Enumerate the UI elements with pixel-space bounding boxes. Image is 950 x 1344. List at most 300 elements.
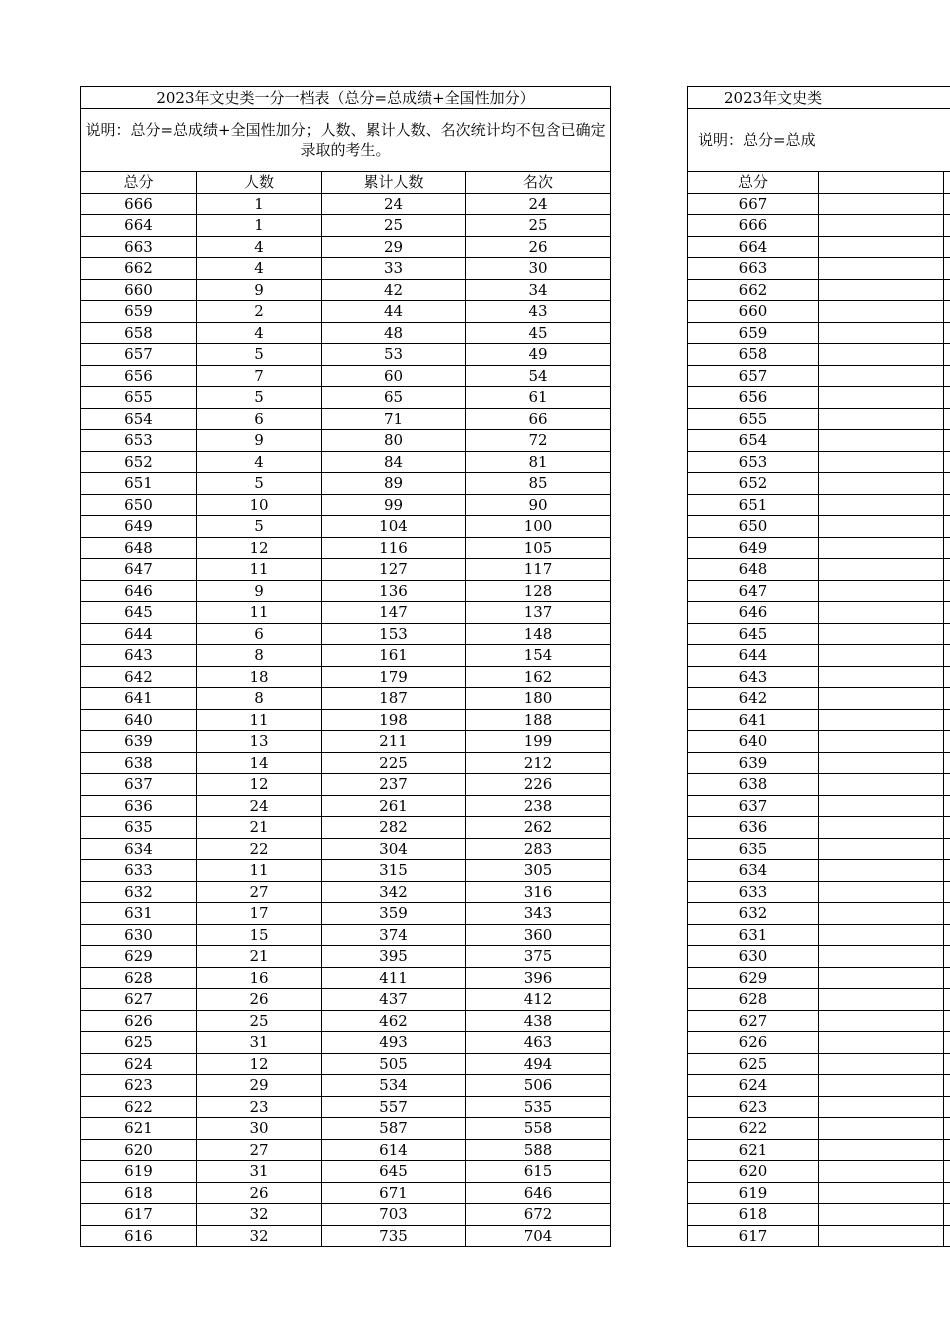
- cell-score: 656: [688, 387, 819, 409]
- cell-hidden: [944, 580, 950, 602]
- table-row: [81, 236, 611, 258]
- cell-hidden: [944, 1204, 950, 1226]
- cell-count: 32: [197, 1225, 322, 1247]
- cell-hidden: [819, 838, 944, 860]
- cell-cumulative: 44: [322, 301, 466, 323]
- cell-cumulative: 198: [322, 709, 466, 731]
- cell-rank: 199: [466, 731, 611, 753]
- column-header-score: 总分: [688, 172, 819, 194]
- cell-count: 4: [197, 451, 322, 473]
- cell-score: 643: [688, 666, 819, 688]
- cell-score: 637: [688, 795, 819, 817]
- cell-score: 653: [81, 430, 197, 452]
- cell-hidden: [944, 946, 950, 968]
- cell-count: 29: [197, 1075, 322, 1097]
- cell-hidden: [944, 1075, 950, 1097]
- cell-rank: 646: [466, 1182, 611, 1204]
- cell-rank: 238: [466, 795, 611, 817]
- cell-cumulative: 614: [322, 1139, 466, 1161]
- cell-rank: 375: [466, 946, 611, 968]
- cell-score: 627: [688, 1010, 819, 1032]
- cell-hidden: [819, 322, 944, 344]
- table-row: [688, 903, 950, 925]
- cell-hidden: [944, 537, 950, 559]
- cell-rank: 105: [466, 537, 611, 559]
- cell-score: 631: [688, 924, 819, 946]
- cell-score: 666: [688, 215, 819, 237]
- cell-cumulative: 395: [322, 946, 466, 968]
- cell-cumulative: 261: [322, 795, 466, 817]
- cell-hidden: [819, 817, 944, 839]
- cell-cumulative: 735: [322, 1225, 466, 1247]
- cell-score: 637: [81, 774, 197, 796]
- table-row: [81, 1032, 611, 1054]
- cell-hidden: [944, 709, 950, 731]
- cell-score: 622: [81, 1096, 197, 1118]
- cell-count: 6: [197, 408, 322, 430]
- cell-count: 11: [197, 559, 322, 581]
- cell-hidden: [944, 387, 950, 409]
- table-row: [688, 408, 950, 430]
- cell-rank: 316: [466, 881, 611, 903]
- cell-cumulative: 33: [322, 258, 466, 280]
- cell-hidden: [944, 1053, 950, 1075]
- cell-hidden: [819, 344, 944, 366]
- cell-count: 5: [197, 387, 322, 409]
- cell-count: 9: [197, 279, 322, 301]
- cell-count: 11: [197, 709, 322, 731]
- cell-cumulative: 29: [322, 236, 466, 258]
- cell-hidden: [819, 451, 944, 473]
- table-row: [688, 580, 950, 602]
- cell-hidden: [944, 236, 950, 258]
- cell-cumulative: 84: [322, 451, 466, 473]
- cell-count: 30: [197, 1118, 322, 1140]
- cell-score: 645: [81, 602, 197, 624]
- cell-count: 25: [197, 1010, 322, 1032]
- cell-cumulative: 65: [322, 387, 466, 409]
- table-note: 说明：总分=总成: [688, 109, 950, 172]
- cell-hidden: [944, 838, 950, 860]
- cell-score: 646: [81, 580, 197, 602]
- table-row: [688, 559, 950, 581]
- cell-hidden: [819, 258, 944, 280]
- cell-hidden: [819, 430, 944, 452]
- cell-hidden: [819, 494, 944, 516]
- table-header-row: [81, 172, 611, 194]
- cell-score: 628: [688, 989, 819, 1011]
- cell-count: 26: [197, 989, 322, 1011]
- table-row: [688, 602, 950, 624]
- cell-cumulative: 462: [322, 1010, 466, 1032]
- table-row: [81, 473, 611, 495]
- table-row: [81, 774, 611, 796]
- cell-count: 8: [197, 688, 322, 710]
- cell-hidden: [819, 301, 944, 323]
- cell-hidden: [819, 516, 944, 538]
- cell-rank: 343: [466, 903, 611, 925]
- table-row: [81, 752, 611, 774]
- cell-score: 643: [81, 645, 197, 667]
- table-row: [688, 451, 950, 473]
- cell-score: 655: [81, 387, 197, 409]
- cell-rank: 305: [466, 860, 611, 882]
- cell-hidden: [819, 1182, 944, 1204]
- cell-score: 657: [688, 365, 819, 387]
- cell-score: 626: [81, 1010, 197, 1032]
- table-row: [688, 1182, 950, 1204]
- cell-count: 13: [197, 731, 322, 753]
- table-row: [688, 1075, 950, 1097]
- cell-hidden: [944, 666, 950, 688]
- cell-score: 635: [81, 817, 197, 839]
- cell-count: 12: [197, 537, 322, 559]
- cell-score: 654: [688, 430, 819, 452]
- cell-count: 31: [197, 1161, 322, 1183]
- cell-hidden: [944, 1161, 950, 1183]
- cell-count: 16: [197, 967, 322, 989]
- cell-count: 5: [197, 473, 322, 495]
- table-note-row: [688, 109, 950, 172]
- cell-hidden: [944, 408, 950, 430]
- table-row: [81, 322, 611, 344]
- cell-hidden: [944, 903, 950, 925]
- cell-count: 11: [197, 860, 322, 882]
- cell-rank: 34: [466, 279, 611, 301]
- cell-score: 660: [688, 301, 819, 323]
- table-row: [688, 387, 950, 409]
- cell-hidden: [819, 602, 944, 624]
- table-row: [688, 365, 950, 387]
- cell-cumulative: 534: [322, 1075, 466, 1097]
- table-row: [688, 193, 950, 215]
- cell-score: 654: [81, 408, 197, 430]
- cell-score: 633: [688, 881, 819, 903]
- cell-count: 24: [197, 795, 322, 817]
- cell-score: 647: [688, 580, 819, 602]
- cell-hidden: [819, 645, 944, 667]
- cell-cumulative: 187: [322, 688, 466, 710]
- cell-hidden: [819, 1139, 944, 1161]
- cell-cumulative: 161: [322, 645, 466, 667]
- table-row: [81, 903, 611, 925]
- cell-hidden: [944, 623, 950, 645]
- table-row: [688, 1225, 950, 1247]
- cell-score: 649: [688, 537, 819, 559]
- cell-score: 634: [688, 860, 819, 882]
- cell-hidden: [819, 795, 944, 817]
- cell-hidden: [819, 1118, 944, 1140]
- table-row: [81, 1075, 611, 1097]
- cell-hidden: [944, 430, 950, 452]
- table-row: [81, 1182, 611, 1204]
- table-row: [81, 1161, 611, 1183]
- cell-count: 22: [197, 838, 322, 860]
- table-row: [81, 387, 611, 409]
- cell-rank: 672: [466, 1204, 611, 1226]
- cell-score: 636: [81, 795, 197, 817]
- cell-score: 617: [81, 1204, 197, 1226]
- table-row: [81, 602, 611, 624]
- cell-hidden: [819, 559, 944, 581]
- table-row: [688, 1139, 950, 1161]
- cell-score: 624: [81, 1053, 197, 1075]
- score-table-right-clipped: [687, 86, 950, 1286]
- table-row: [688, 301, 950, 323]
- table-row: [81, 1010, 611, 1032]
- table-row: [688, 1032, 950, 1054]
- cell-cumulative: 89: [322, 473, 466, 495]
- cell-hidden: [944, 1010, 950, 1032]
- cell-score: 639: [81, 731, 197, 753]
- cell-hidden: [944, 494, 950, 516]
- cell-count: 15: [197, 924, 322, 946]
- cell-cumulative: 136: [322, 580, 466, 602]
- cell-hidden: [944, 967, 950, 989]
- cell-score: 628: [81, 967, 197, 989]
- table-note-row: [81, 109, 611, 172]
- cell-rank: 45: [466, 322, 611, 344]
- table-row: [688, 516, 950, 538]
- cell-rank: 188: [466, 709, 611, 731]
- score-table-right: [687, 86, 950, 1247]
- cell-score: 664: [81, 215, 197, 237]
- cell-cumulative: 53: [322, 344, 466, 366]
- cell-score: 660: [81, 279, 197, 301]
- cell-score: 650: [688, 516, 819, 538]
- cell-cumulative: 225: [322, 752, 466, 774]
- table-row: [81, 258, 611, 280]
- cell-score: 648: [688, 559, 819, 581]
- table-row: [688, 279, 950, 301]
- cell-rank: 463: [466, 1032, 611, 1054]
- cell-score: 624: [688, 1075, 819, 1097]
- cell-hidden: [944, 215, 950, 237]
- cell-rank: 66: [466, 408, 611, 430]
- cell-hidden: [819, 731, 944, 753]
- table-row: [81, 989, 611, 1011]
- cell-hidden: [944, 1182, 950, 1204]
- cell-hidden: [819, 774, 944, 796]
- cell-hidden: [944, 344, 950, 366]
- cell-count: 8: [197, 645, 322, 667]
- column-header-cumulative: 累计人数: [322, 172, 466, 194]
- cell-rank: 24: [466, 193, 611, 215]
- cell-score: 620: [81, 1139, 197, 1161]
- table-row: [688, 258, 950, 280]
- cell-cumulative: 671: [322, 1182, 466, 1204]
- cell-score: 621: [81, 1118, 197, 1140]
- cell-hidden: [944, 365, 950, 387]
- cell-cumulative: 25: [322, 215, 466, 237]
- table-row: [81, 881, 611, 903]
- cell-cumulative: 211: [322, 731, 466, 753]
- cell-rank: 494: [466, 1053, 611, 1075]
- cell-rank: 506: [466, 1075, 611, 1097]
- table-row: [81, 279, 611, 301]
- score-table-left: [80, 86, 611, 1247]
- cell-hidden: [819, 408, 944, 430]
- table-row: [81, 516, 611, 538]
- cell-hidden: [944, 774, 950, 796]
- table-title-row: [688, 87, 950, 109]
- cell-hidden: [819, 1053, 944, 1075]
- cell-rank: 162: [466, 666, 611, 688]
- table-row: [688, 645, 950, 667]
- table-row: [688, 881, 950, 903]
- cell-score: 667: [688, 193, 819, 215]
- cell-cumulative: 359: [322, 903, 466, 925]
- cell-score: 627: [81, 989, 197, 1011]
- cell-cumulative: 304: [322, 838, 466, 860]
- cell-count: 11: [197, 602, 322, 624]
- table-row: [688, 430, 950, 452]
- cell-score: 666: [81, 193, 197, 215]
- cell-hidden: [944, 752, 950, 774]
- cell-rank: 43: [466, 301, 611, 323]
- cell-score: 656: [81, 365, 197, 387]
- table-row: [688, 666, 950, 688]
- cell-score: 639: [688, 752, 819, 774]
- cell-count: 1: [197, 193, 322, 215]
- cell-score: 659: [688, 322, 819, 344]
- table-row: [688, 774, 950, 796]
- cell-rank: 148: [466, 623, 611, 645]
- table-row: [688, 752, 950, 774]
- cell-count: 4: [197, 236, 322, 258]
- cell-score: 658: [81, 322, 197, 344]
- cell-count: 5: [197, 516, 322, 538]
- table-row: [81, 967, 611, 989]
- cell-rank: 180: [466, 688, 611, 710]
- cell-hidden: [944, 1096, 950, 1118]
- table-row: [688, 1118, 950, 1140]
- cell-count: 27: [197, 1139, 322, 1161]
- cell-hidden: [819, 688, 944, 710]
- cell-cumulative: 505: [322, 1053, 466, 1075]
- cell-count: 21: [197, 817, 322, 839]
- cell-cumulative: 282: [322, 817, 466, 839]
- table-row: [81, 494, 611, 516]
- cell-score: 623: [688, 1096, 819, 1118]
- cell-hidden: [944, 924, 950, 946]
- cell-hidden: [819, 215, 944, 237]
- cell-cumulative: 99: [322, 494, 466, 516]
- cell-score: 625: [81, 1032, 197, 1054]
- cell-cumulative: 42: [322, 279, 466, 301]
- table-row: [81, 860, 611, 882]
- cell-score: 647: [81, 559, 197, 581]
- cell-rank: 90: [466, 494, 611, 516]
- cell-hidden: [819, 1010, 944, 1032]
- cell-score: 658: [688, 344, 819, 366]
- cell-hidden: [944, 989, 950, 1011]
- table-row: [81, 645, 611, 667]
- table-row: [81, 1225, 611, 1247]
- cell-rank: 615: [466, 1161, 611, 1183]
- cell-score: 616: [81, 1225, 197, 1247]
- table-row: [688, 322, 950, 344]
- table-row: [81, 430, 611, 452]
- cell-score: 619: [81, 1161, 197, 1183]
- cell-score: 618: [688, 1204, 819, 1226]
- cell-score: 638: [688, 774, 819, 796]
- table-row: [81, 1096, 611, 1118]
- cell-score: 645: [688, 623, 819, 645]
- table-row: [688, 795, 950, 817]
- cell-cumulative: 153: [322, 623, 466, 645]
- table-row: [688, 967, 950, 989]
- cell-rank: 283: [466, 838, 611, 860]
- cell-cumulative: 645: [322, 1161, 466, 1183]
- cell-hidden: [944, 645, 950, 667]
- cell-count: 14: [197, 752, 322, 774]
- cell-count: 31: [197, 1032, 322, 1054]
- cell-hidden: [819, 1075, 944, 1097]
- cell-score: 642: [688, 688, 819, 710]
- table-row: [688, 817, 950, 839]
- cell-hidden: [944, 258, 950, 280]
- cell-rank: 704: [466, 1225, 611, 1247]
- cell-hidden: [944, 817, 950, 839]
- cell-hidden: [944, 1032, 950, 1054]
- cell-cumulative: 104: [322, 516, 466, 538]
- cell-count: 5: [197, 344, 322, 366]
- cell-score: 648: [81, 537, 197, 559]
- cell-cumulative: 116: [322, 537, 466, 559]
- cell-hidden: [819, 666, 944, 688]
- table-row: [81, 537, 611, 559]
- cell-cumulative: 237: [322, 774, 466, 796]
- cell-score: 663: [688, 258, 819, 280]
- cell-cumulative: 71: [322, 408, 466, 430]
- cell-score: 650: [81, 494, 197, 516]
- table-row: [688, 1096, 950, 1118]
- table-row: [81, 193, 611, 215]
- cell-count: 17: [197, 903, 322, 925]
- table-note: 说明：总分=总成绩+全国性加分；人数、累计人数、名次统计均不包含已确定录取的考生。: [81, 109, 611, 172]
- table-row: [688, 473, 950, 495]
- cell-rank: 85: [466, 473, 611, 495]
- table-row: [688, 946, 950, 968]
- table-title-row: [81, 87, 611, 109]
- cell-hidden: [819, 1204, 944, 1226]
- cell-cumulative: 557: [322, 1096, 466, 1118]
- cell-rank: 558: [466, 1118, 611, 1140]
- table-row: [688, 688, 950, 710]
- table-row: [688, 860, 950, 882]
- cell-count: 4: [197, 258, 322, 280]
- cell-cumulative: 179: [322, 666, 466, 688]
- table-row: [688, 731, 950, 753]
- cell-rank: 49: [466, 344, 611, 366]
- table-row: [688, 537, 950, 559]
- cell-hidden: [944, 322, 950, 344]
- cell-score: 653: [688, 451, 819, 473]
- cell-hidden: [944, 451, 950, 473]
- cell-rank: 54: [466, 365, 611, 387]
- cell-score: 663: [81, 236, 197, 258]
- cell-hidden: [819, 881, 944, 903]
- table-row: [81, 838, 611, 860]
- table-row: [81, 215, 611, 237]
- cell-score: 641: [81, 688, 197, 710]
- cell-score: 652: [688, 473, 819, 495]
- table-row: [81, 666, 611, 688]
- cell-score: 642: [81, 666, 197, 688]
- cell-cumulative: 703: [322, 1204, 466, 1226]
- cell-hidden: [944, 516, 950, 538]
